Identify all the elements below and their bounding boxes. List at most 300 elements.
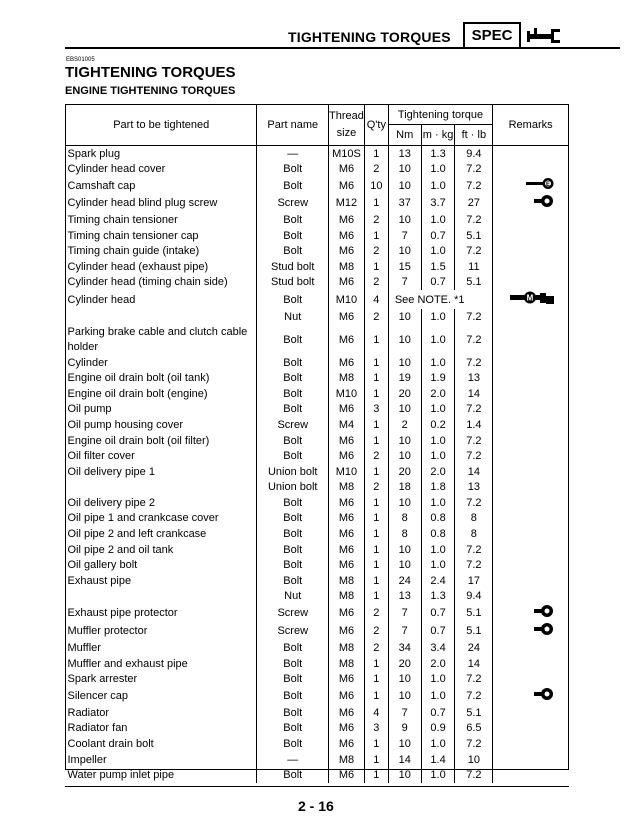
remarks-cell	[493, 355, 569, 371]
locktite-icon	[533, 622, 555, 640]
qty-cell: 1	[364, 573, 388, 589]
table-row	[66, 402, 569, 418]
qty-cell: 1	[364, 259, 388, 275]
thread-size-cell: M10	[329, 290, 365, 309]
locktite-icon	[533, 604, 555, 622]
qty-cell: 1	[364, 495, 388, 511]
nm-cell: 20	[388, 386, 421, 402]
table-row	[66, 228, 569, 244]
thread-size-cell: M8	[329, 589, 365, 605]
nm-cell: 10	[388, 687, 421, 705]
ftlb-cell: 13	[455, 480, 493, 496]
remarks-cell	[493, 495, 569, 511]
thread-size-cell: M6	[329, 275, 365, 291]
table-row	[66, 604, 569, 622]
mkg-cell: 2.0	[421, 386, 455, 402]
nm-cell: 15	[388, 259, 421, 275]
oil-e-icon	[525, 177, 555, 194]
thread-size-cell: M12	[329, 194, 365, 212]
part-name-cell: Bolt	[257, 705, 329, 721]
qty-cell: 2	[364, 640, 388, 656]
part-cell: Exhaust pipe	[67, 574, 132, 587]
svg-text:M: M	[526, 293, 533, 303]
part-name-cell: Bolt	[257, 162, 329, 178]
remarks-cell	[493, 433, 569, 449]
doc-code: EBS01005	[66, 57, 95, 63]
remarks-cell	[493, 721, 569, 737]
mkg-cell: 0.7	[421, 622, 455, 640]
qty-cell: 4	[364, 705, 388, 721]
remarks-cell	[493, 417, 569, 433]
part-cell: Timing chain guide (intake)	[67, 245, 200, 258]
thread-size-cell: M6	[329, 355, 365, 371]
thread-size-cell: M6	[329, 542, 365, 558]
locktite-icon	[533, 687, 555, 705]
remarks-cell	[493, 370, 569, 386]
remarks-cell	[493, 290, 569, 309]
mkg-cell: 1.0	[421, 495, 455, 511]
thread-size-cell: M6	[329, 687, 365, 705]
part-cell: Water pump inlet pipe	[67, 769, 175, 782]
mkg-cell: 1.0	[421, 557, 455, 573]
ftlb-cell: 7.2	[455, 309, 493, 325]
part-name-cell: Bolt	[257, 290, 329, 309]
part-cell	[66, 309, 257, 325]
qty-cell: 1	[364, 370, 388, 386]
nm-cell: 20	[388, 656, 421, 672]
part-cell: Oil pump	[67, 403, 112, 416]
nm-cell: 10	[388, 402, 421, 418]
part-cell: Cylinder head cover	[67, 163, 166, 176]
part-name-cell: Bolt	[257, 656, 329, 672]
part-name-cell: Bolt	[257, 767, 329, 783]
part-cell: Oil delivery pipe 2	[67, 496, 155, 509]
part-name-cell: Bolt	[257, 640, 329, 656]
thread-size-cell: M6	[329, 402, 365, 418]
part-name-cell: —	[257, 146, 329, 162]
table-row	[66, 752, 569, 768]
thread-size-cell: M8	[329, 480, 365, 496]
table-row	[66, 259, 569, 275]
qty-cell: 1	[364, 355, 388, 371]
part-cell: Muffler and exhaust pipe	[67, 657, 188, 670]
ftlb-cell: 1.4	[455, 417, 493, 433]
remarks-cell	[493, 386, 569, 402]
ftlb-cell: 14	[455, 464, 493, 480]
part-name-cell: Screw	[257, 604, 329, 622]
thread-size-cell: M8	[329, 752, 365, 768]
nm-cell: 34	[388, 640, 421, 656]
nm-cell: 20	[388, 464, 421, 480]
part-name-cell: Bolt	[257, 228, 329, 244]
part-cell: Muffler protector	[67, 625, 148, 638]
mkg-cell: 1.4	[421, 752, 455, 768]
nm-cell: 7	[388, 228, 421, 244]
table-row	[66, 589, 569, 605]
nm-cell: 10	[388, 325, 421, 355]
sub-title: ENGINE TIGHTENING TORQUES	[65, 85, 236, 97]
part-name-cell: Bolt	[257, 736, 329, 752]
table-row	[66, 464, 569, 480]
part-name-cell: Nut	[257, 309, 329, 325]
ftlb-cell: 6.5	[455, 721, 493, 737]
thread-size-cell: M6	[329, 325, 365, 355]
ftlb-cell: 7.2	[455, 448, 493, 464]
header-rule	[65, 47, 620, 49]
remarks-cell	[493, 275, 569, 291]
part-name-cell: Union bolt	[257, 464, 329, 480]
thread-size-cell: M6	[329, 767, 365, 783]
part-cell: Cylinder head (exhaust pipe)	[67, 260, 209, 273]
table-row	[66, 767, 569, 783]
nm-cell: 10	[388, 448, 421, 464]
table-row	[66, 526, 569, 542]
remarks-cell	[493, 622, 569, 640]
nm-cell: 10	[388, 433, 421, 449]
mkg-cell: 1.3	[421, 589, 455, 605]
mkg-cell: 0.7	[421, 228, 455, 244]
ftlb-cell: 10	[455, 752, 493, 768]
table-row	[66, 386, 569, 402]
part-cell: Timing chain tensioner	[67, 213, 178, 226]
table-row	[66, 495, 569, 511]
part-name-cell: Bolt	[257, 177, 329, 194]
qty-cell: 2	[364, 212, 388, 228]
nm-cell: 8	[388, 526, 421, 542]
qty-cell: 10	[364, 177, 388, 194]
part-name-cell: Bolt	[257, 542, 329, 558]
thread-size-cell: M6	[329, 604, 365, 622]
table-row	[66, 212, 569, 228]
part-cell: Oil gallery bolt	[67, 559, 138, 572]
thread-size-cell: M6	[329, 177, 365, 194]
mkg-cell: 1.0	[421, 309, 455, 325]
part-cell: Coolant drain bolt	[67, 738, 154, 751]
mkg-cell: 0.7	[421, 705, 455, 721]
remarks-cell	[493, 752, 569, 768]
nm-cell: 7	[388, 705, 421, 721]
footer-rule	[65, 786, 569, 787]
table-row	[66, 177, 569, 194]
part-cell: Camshaft cap	[67, 179, 136, 192]
col-header-qty: Q'ty	[364, 105, 388, 146]
table-row	[66, 573, 569, 589]
ftlb-cell: 7.2	[455, 736, 493, 752]
thread-size-cell: M10	[329, 386, 365, 402]
nm-cell: 37	[388, 194, 421, 212]
table-row	[66, 370, 569, 386]
remarks-cell	[493, 448, 569, 464]
thread-size-cell: M6	[329, 228, 365, 244]
table-row	[66, 325, 569, 355]
nm-cell: 10	[388, 767, 421, 783]
thread-size-cell: M8	[329, 573, 365, 589]
mkg-cell: 1.0	[421, 542, 455, 558]
part-name-cell: Screw	[257, 194, 329, 212]
qty-cell: 2	[364, 309, 388, 325]
part-cell: Spark plug	[67, 147, 121, 160]
table-row	[66, 622, 569, 640]
note-cell: See NOTE. *1	[388, 290, 492, 309]
qty-cell: 3	[364, 721, 388, 737]
thread-size-cell: M8	[329, 259, 365, 275]
nm-cell: 10	[388, 495, 421, 511]
nm-cell: 10	[388, 736, 421, 752]
remarks-cell	[493, 656, 569, 672]
part-cell: Oil filter cover	[67, 450, 135, 463]
thread-size-cell: M6	[329, 495, 365, 511]
nm-cell: 13	[388, 589, 421, 605]
part-cell: Timing chain tensioner cap	[67, 229, 199, 242]
col-header-part-name: Part name	[257, 105, 329, 146]
torque-table	[65, 104, 569, 783]
mkg-cell: 0.8	[421, 526, 455, 542]
thread-size-cell: M10	[329, 464, 365, 480]
table-row	[66, 448, 569, 464]
nm-cell: 10	[388, 162, 421, 178]
table-row	[66, 355, 569, 371]
part-cell: Impeller	[67, 753, 107, 766]
locktite-icon	[533, 194, 555, 212]
remarks-cell	[493, 309, 569, 325]
mkg-cell: 1.0	[421, 433, 455, 449]
part-name-cell: Union bolt	[257, 480, 329, 496]
remarks-cell	[493, 325, 569, 355]
ftlb-cell: 8	[455, 526, 493, 542]
ftlb-cell: 5.1	[455, 604, 493, 622]
ftlb-cell: 9.4	[455, 589, 493, 605]
table-row	[66, 275, 569, 291]
thread-size-cell: M6	[329, 526, 365, 542]
ftlb-cell: 5.1	[455, 228, 493, 244]
table-row	[66, 542, 569, 558]
ftlb-cell: 8	[455, 511, 493, 527]
ftlb-cell: 7.2	[455, 495, 493, 511]
part-cell: Oil pipe 2 and left crankcase	[67, 528, 207, 541]
part-cell: Silencer cap	[67, 690, 129, 703]
remarks-cell	[493, 177, 569, 194]
table-row	[66, 557, 569, 573]
qty-cell: 1	[364, 228, 388, 244]
table-row	[66, 194, 569, 212]
part-name-cell: Bolt	[257, 386, 329, 402]
remarks-cell	[493, 402, 569, 418]
part-cell: Spark arrester	[67, 673, 138, 686]
qty-cell: 2	[364, 604, 388, 622]
qty-cell: 1	[364, 557, 388, 573]
thread-size-cell: M6	[329, 705, 365, 721]
part-name-cell: Bolt	[257, 511, 329, 527]
ftlb-cell: 14	[455, 656, 493, 672]
qty-cell: 1	[364, 464, 388, 480]
remarks-cell	[493, 705, 569, 721]
part-name-cell: Bolt	[257, 325, 329, 355]
remarks-cell	[493, 542, 569, 558]
mkg-cell: 1.0	[421, 767, 455, 783]
nm-cell: 10	[388, 671, 421, 687]
part-name-cell: Bolt	[257, 433, 329, 449]
part-cell: Radiator fan	[67, 722, 128, 735]
part-name-cell: Nut	[257, 589, 329, 605]
thread-size-cell: M6	[329, 557, 365, 573]
ftlb-cell: 7.2	[455, 433, 493, 449]
part-cell: Engine oil drain bolt (engine)	[67, 387, 208, 400]
remarks-cell	[493, 146, 569, 162]
table-row	[66, 309, 569, 325]
mkg-cell: 1.0	[421, 671, 455, 687]
nm-cell: 10	[388, 557, 421, 573]
mkg-cell: 2.0	[421, 464, 455, 480]
part-name-cell: Bolt	[257, 557, 329, 573]
wrench-icon	[521, 22, 569, 49]
ftlb-cell: 7.2	[455, 687, 493, 705]
ftlb-cell: 7.2	[455, 671, 493, 687]
ftlb-cell: 24	[455, 640, 493, 656]
mkg-cell: 1.8	[421, 480, 455, 496]
mkg-cell: 2.0	[421, 656, 455, 672]
part-cell: Oil delivery pipe 1	[67, 465, 155, 478]
part-name-cell: Bolt	[257, 687, 329, 705]
col-header-remarks: Remarks	[493, 105, 569, 146]
part-name-cell: Bolt	[257, 526, 329, 542]
part-name-cell: Bolt	[257, 448, 329, 464]
qty-cell: 1	[364, 386, 388, 402]
table-row	[66, 162, 569, 178]
table-row	[66, 417, 569, 433]
mkg-cell: 1.0	[421, 448, 455, 464]
thread-size-cell: M6	[329, 721, 365, 737]
qty-cell: 1	[364, 194, 388, 212]
qty-cell: 2	[364, 275, 388, 291]
qty-cell: 4	[364, 290, 388, 309]
mkg-cell: 0.7	[421, 604, 455, 622]
qty-cell: 2	[364, 243, 388, 259]
ftlb-cell: 7.2	[455, 177, 493, 194]
part-name-cell: Bolt	[257, 212, 329, 228]
part-cell: Exhaust pipe protector	[67, 607, 178, 620]
nm-cell: 8	[388, 511, 421, 527]
thread-size-cell: M6	[329, 433, 365, 449]
part-name-cell: Bolt	[257, 402, 329, 418]
qty-cell: 1	[364, 417, 388, 433]
qty-cell: 1	[364, 526, 388, 542]
nm-cell: 14	[388, 752, 421, 768]
remarks-cell	[493, 228, 569, 244]
nm-cell: 7	[388, 275, 421, 291]
remarks-cell	[493, 162, 569, 178]
thread-size-cell: M8	[329, 656, 365, 672]
mkg-cell: 1.0	[421, 177, 455, 194]
col-header-nm: Nm	[388, 125, 421, 146]
table-row	[66, 656, 569, 672]
mkg-cell: 1.0	[421, 212, 455, 228]
nm-cell: 18	[388, 480, 421, 496]
part-name-cell: Bolt	[257, 721, 329, 737]
thread-size-cell: M4	[329, 417, 365, 433]
ftlb-cell: 17	[455, 573, 493, 589]
qty-cell: 1	[364, 146, 388, 162]
thread-size-cell: M10S	[329, 146, 365, 162]
qty-cell: 1	[364, 671, 388, 687]
qty-cell: 1	[364, 767, 388, 783]
remarks-cell	[493, 557, 569, 573]
qty-cell: 1	[364, 511, 388, 527]
remarks-cell	[493, 212, 569, 228]
remarks-cell	[493, 194, 569, 212]
qty-cell: 3	[364, 402, 388, 418]
ftlb-cell: 27	[455, 194, 493, 212]
nm-cell: 10	[388, 542, 421, 558]
remarks-cell	[493, 464, 569, 480]
remarks-cell	[493, 767, 569, 783]
nm-cell: 10	[388, 355, 421, 371]
part-cell: Engine oil drain bolt (oil tank)	[67, 372, 210, 385]
mkg-cell: 1.0	[421, 325, 455, 355]
part-cell: Oil pipe 1 and crankcase cover	[67, 512, 219, 525]
part-name-cell: Screw	[257, 622, 329, 640]
mkg-cell: 2.4	[421, 573, 455, 589]
ftlb-cell: 7.2	[455, 542, 493, 558]
ftlb-cell: 14	[455, 386, 493, 402]
mkg-cell: 1.0	[421, 162, 455, 178]
remarks-cell	[493, 640, 569, 656]
ftlb-cell: 5.1	[455, 275, 493, 291]
remarks-cell	[493, 573, 569, 589]
qty-cell: 2	[364, 622, 388, 640]
nm-cell: 2	[388, 417, 421, 433]
ftlb-cell: 7.2	[455, 355, 493, 371]
table-row	[66, 243, 569, 259]
part-cell: Oil pipe 2 and oil tank	[67, 543, 174, 556]
part-cell: Parking brake cable and clutch cable holder	[67, 325, 248, 353]
remarks-cell	[493, 526, 569, 542]
ftlb-cell: 7.2	[455, 402, 493, 418]
table-row	[66, 687, 569, 705]
mkg-cell: 1.0	[421, 402, 455, 418]
qty-cell: 1	[364, 656, 388, 672]
thread-size-cell: M6	[329, 243, 365, 259]
table-row	[66, 640, 569, 656]
mkg-cell: 1.0	[421, 243, 455, 259]
ftlb-cell: 7.2	[455, 212, 493, 228]
mkg-cell: 1.0	[421, 355, 455, 371]
qty-cell: 2	[364, 448, 388, 464]
nm-cell: 9	[388, 721, 421, 737]
mkg-cell: 1.3	[421, 146, 455, 162]
remarks-cell	[493, 687, 569, 705]
mkg-cell: 0.2	[421, 417, 455, 433]
table-row	[66, 511, 569, 527]
table-row	[66, 705, 569, 721]
remarks-cell	[493, 736, 569, 752]
table-row	[66, 736, 569, 752]
nm-cell: 10	[388, 177, 421, 194]
part-name-cell: Bolt	[257, 573, 329, 589]
mkg-cell: 0.7	[421, 275, 455, 291]
thread-size-cell: M6	[329, 736, 365, 752]
mkg-cell: 1.0	[421, 687, 455, 705]
nm-cell: 13	[388, 146, 421, 162]
part-cell	[66, 589, 257, 605]
nm-cell: 7	[388, 604, 421, 622]
remarks-cell	[493, 589, 569, 605]
mkg-cell: 1.5	[421, 259, 455, 275]
part-cell: Cylinder head	[67, 293, 136, 306]
remarks-cell	[493, 243, 569, 259]
table-row	[66, 146, 569, 162]
part-cell: Engine oil drain bolt (oil filter)	[67, 434, 210, 447]
part-name-cell: Stud bolt	[257, 259, 329, 275]
